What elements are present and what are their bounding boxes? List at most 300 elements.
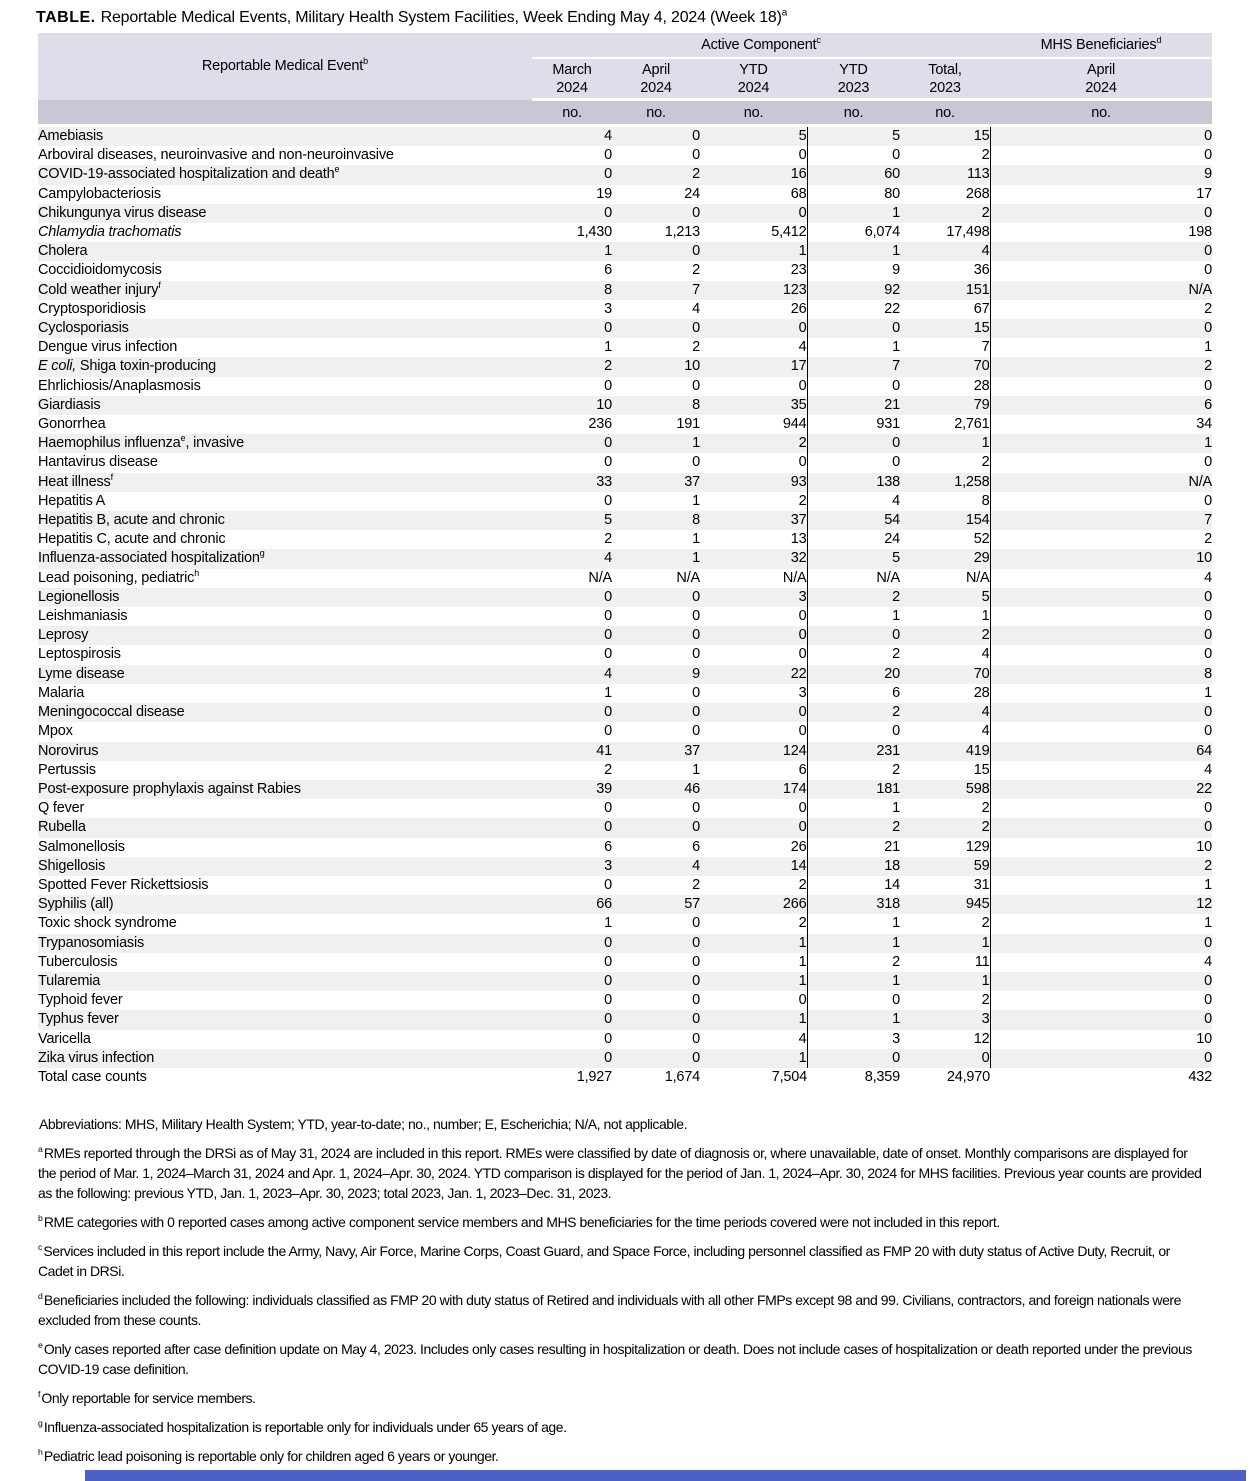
value-cell: 9 <box>612 665 700 684</box>
value-cell: 37 <box>700 511 807 530</box>
value-cell: 1 <box>990 434 1212 453</box>
value-cell: 92 <box>807 281 900 300</box>
row-header-cell <box>38 33 532 100</box>
value-cell: 0 <box>807 434 900 453</box>
value-cell: 0 <box>532 146 612 165</box>
group-mhs-beneficiaries-label: MHS Beneficiaries <box>1040 37 1157 53</box>
value-cell: 79 <box>900 396 990 415</box>
value-cell: N/A <box>532 569 612 588</box>
value-cell: 0 <box>612 914 700 933</box>
col-head-march-2024: March 2024 <box>532 58 612 100</box>
value-cell: 4 <box>700 1030 807 1049</box>
value-cell: N/A <box>807 569 900 588</box>
value-cell: 8 <box>612 396 700 415</box>
value-cell: 5,412 <box>700 223 807 242</box>
value-cell: 67 <box>900 300 990 319</box>
value-cell: 0 <box>700 818 807 837</box>
rme-name-cell: Leishmaniasis <box>38 607 532 626</box>
value-cell: 1 <box>700 242 807 261</box>
rme-row <box>38 473 1212 492</box>
value-cell: 14 <box>807 876 900 895</box>
table-title-label: TABLE. <box>36 9 96 26</box>
value-cell: 0 <box>612 453 700 472</box>
value-cell: N/A <box>700 569 807 588</box>
rme-row <box>38 665 1212 684</box>
value-cell: 2 <box>612 165 700 184</box>
value-cell: 15 <box>900 761 990 780</box>
value-cell: 1 <box>807 204 900 223</box>
rme-row <box>38 684 1212 703</box>
value-cell: 0 <box>532 818 612 837</box>
unit-row <box>38 100 1212 126</box>
table-title-footnote-sup: a <box>781 7 788 19</box>
rme-name-cell: E coli, Shiga toxin-producing <box>38 357 532 376</box>
group-active-component <box>532 33 990 58</box>
value-cell: 0 <box>990 934 1212 953</box>
value-cell: 2 <box>900 453 990 472</box>
rme-name-cell: Cholera <box>38 242 532 261</box>
value-cell: 1,213 <box>612 223 700 242</box>
value-cell: 31 <box>900 876 990 895</box>
value-cell: 0 <box>807 319 900 338</box>
value-cell: 0 <box>700 626 807 645</box>
value-cell: 0 <box>532 492 612 511</box>
value-cell: 66 <box>532 895 612 914</box>
value-cell: 15 <box>900 319 990 338</box>
value-cell: 2 <box>700 434 807 453</box>
value-cell: 2 <box>612 338 700 357</box>
value-cell: 1 <box>700 1010 807 1029</box>
unit-label: no. <box>900 100 990 126</box>
rme-row <box>38 281 1212 300</box>
rme-name-cell: Trypanosomiasis <box>38 934 532 953</box>
rme-name-cell: Lead poisoning, pediatric$^h$ <box>38 569 532 588</box>
value-cell: 0 <box>990 972 1212 991</box>
value-cell: 1 <box>532 684 612 703</box>
rme-row <box>38 895 1212 914</box>
group-header-row <box>38 33 1212 58</box>
value-cell: 0 <box>612 991 700 1010</box>
value-cell: 1 <box>990 876 1212 895</box>
value-cell: 124 <box>700 742 807 761</box>
unit-label: no. <box>532 100 612 126</box>
rme-row <box>38 261 1212 280</box>
value-cell: 1 <box>700 953 807 972</box>
value-cell: 0 <box>532 991 612 1010</box>
value-cell: 0 <box>612 934 700 953</box>
value-cell: 0 <box>700 722 807 741</box>
footnote-c: $^c$Services included in this report include the Army, Navy, Air Force, Marine Corps, Coast Guard, and Space Force, including personnel classified as FMP 20 with duty status of Active Duty, Recruit, or Cadet in DRSi. <box>38 1242 1170 1279</box>
value-cell: 0 <box>807 146 900 165</box>
value-cell: 0 <box>990 126 1212 147</box>
horizontal-scrollbar[interactable] <box>85 1470 1246 1481</box>
value-cell: 46 <box>612 780 700 799</box>
value-cell: 2 <box>700 876 807 895</box>
rme-name-cell: Q fever <box>38 799 532 818</box>
value-cell: 1 <box>807 1010 900 1029</box>
rme-row <box>38 511 1212 530</box>
value-cell: 0 <box>990 607 1212 626</box>
value-cell: 0 <box>990 626 1212 645</box>
value-cell: 0 <box>532 972 612 991</box>
value-cell: 0 <box>990 146 1212 165</box>
rme-name-cell: Heat illness$^f$ <box>38 473 532 492</box>
rme-row <box>38 1010 1212 1029</box>
value-cell: 1 <box>807 242 900 261</box>
value-cell: 944 <box>700 415 807 434</box>
value-cell: 0 <box>990 453 1212 472</box>
value-cell: 2 <box>807 588 900 607</box>
value-cell: 0 <box>700 703 807 722</box>
value-cell: 2 <box>700 492 807 511</box>
value-cell: 37 <box>612 742 700 761</box>
value-cell: 16 <box>700 165 807 184</box>
value-cell: 0 <box>700 204 807 223</box>
value-cell: 266 <box>700 895 807 914</box>
value-cell: 0 <box>807 453 900 472</box>
value-cell: 181 <box>807 780 900 799</box>
rme-row <box>38 857 1212 876</box>
value-cell: 2 <box>990 357 1212 376</box>
rme-name-cell: Shigellosis <box>38 857 532 876</box>
value-cell: 0 <box>990 377 1212 396</box>
col-head-ytd-2023: YTD 2023 <box>807 58 900 100</box>
value-cell: 0 <box>612 377 700 396</box>
rme-name-cell: Total case counts <box>38 1068 532 1087</box>
value-cell: 34 <box>990 415 1212 434</box>
value-cell: 113 <box>900 165 990 184</box>
value-cell: 0 <box>700 319 807 338</box>
value-cell: 4 <box>990 569 1212 588</box>
rme-row <box>38 569 1212 588</box>
unit-label: no. <box>700 100 807 126</box>
rme-name-cell: COVID-19-associated hospitalization and death$^e$ <box>38 165 532 184</box>
rme-row <box>38 607 1212 626</box>
value-cell: 0 <box>990 818 1212 837</box>
value-cell: 1 <box>900 934 990 953</box>
value-cell: 1 <box>700 1049 807 1068</box>
value-cell: 28 <box>900 377 990 396</box>
value-cell: 4 <box>612 857 700 876</box>
rme-row <box>38 415 1212 434</box>
value-cell: 1 <box>612 530 700 549</box>
rme-name-cell: Hepatitis A <box>38 492 532 511</box>
rme-name-cell: Hepatitis C, acute and chronic <box>38 530 532 549</box>
value-cell: 0 <box>990 242 1212 261</box>
value-cell: 0 <box>532 722 612 741</box>
value-cell: 0 <box>532 588 612 607</box>
rme-row <box>38 126 1212 147</box>
rme-row <box>38 799 1212 818</box>
value-cell: 1,258 <box>900 473 990 492</box>
value-cell: N/A <box>612 569 700 588</box>
footnote-h: $^h$Pediatric lead poisoning is reportable only for children aged 6 years or younger. <box>38 1447 499 1464</box>
value-cell: 41 <box>532 742 612 761</box>
value-cell: 1,674 <box>612 1068 700 1087</box>
rme-row <box>38 991 1212 1010</box>
rme-name-cell: Cold weather injury$^f$ <box>38 281 532 300</box>
value-cell: 2 <box>900 818 990 837</box>
rme-row <box>38 588 1212 607</box>
rme-row <box>38 818 1212 837</box>
value-cell: 0 <box>532 876 612 895</box>
group-mhs-beneficiaries <box>990 33 1212 58</box>
rme-name-cell: Giardiasis <box>38 396 532 415</box>
value-cell: 5 <box>807 126 900 147</box>
value-cell: 39 <box>532 780 612 799</box>
rme-name-cell: Chlamydia trachomatis <box>38 223 532 242</box>
rme-name-cell: Cyclosporiasis <box>38 319 532 338</box>
rme-name-cell: Pertussis <box>38 761 532 780</box>
rme-name-cell: Hepatitis B, acute and chronic <box>38 511 532 530</box>
value-cell: 64 <box>990 742 1212 761</box>
footnote-abbreviations: Abbreviations: MHS, Military Health System; YTD, year-to-date; no., number; E, Escherichia; N/A, not applicable. <box>39 1116 688 1132</box>
rme-row <box>38 838 1212 857</box>
value-cell: 0 <box>612 626 700 645</box>
value-cell: 3 <box>900 1010 990 1029</box>
value-cell: 6,074 <box>807 223 900 242</box>
value-cell: 70 <box>900 357 990 376</box>
value-cell: 8 <box>990 665 1212 684</box>
value-cell: 0 <box>990 991 1212 1010</box>
value-cell: 10 <box>990 1030 1212 1049</box>
value-cell: 1 <box>532 914 612 933</box>
rme-name-cell: Norovirus <box>38 742 532 761</box>
rme-name-cell: Typhus fever <box>38 1010 532 1029</box>
rme-row <box>38 223 1212 242</box>
value-cell: 0 <box>900 1049 990 1068</box>
value-cell: 2 <box>612 261 700 280</box>
value-cell: 4 <box>900 242 990 261</box>
value-cell: 1,927 <box>532 1068 612 1087</box>
value-cell: 191 <box>612 415 700 434</box>
value-cell: 0 <box>612 645 700 664</box>
value-cell: 432 <box>990 1068 1212 1087</box>
value-cell: 1 <box>807 799 900 818</box>
value-cell: 0 <box>700 799 807 818</box>
value-cell: 0 <box>612 588 700 607</box>
value-cell: 2 <box>900 991 990 1010</box>
footnote-f: $^f$Only reportable for service members. <box>38 1389 256 1406</box>
value-cell: 3 <box>532 300 612 319</box>
col-head-mhs-april-2024: April 2024 <box>990 58 1212 100</box>
value-cell: 0 <box>532 953 612 972</box>
value-cell: 29 <box>900 549 990 568</box>
rme-name-cell: Salmonellosis <box>38 838 532 857</box>
value-cell: 1 <box>612 492 700 511</box>
value-cell: 0 <box>612 1030 700 1049</box>
footnote-g: $^g$Influenza-associated hospitalization is reportable only for individuals under 65 years of age. <box>38 1418 567 1435</box>
rme-row <box>38 185 1212 204</box>
value-cell: 6 <box>612 838 700 857</box>
value-cell: 2 <box>807 703 900 722</box>
rme-name-cell: Typhoid fever <box>38 991 532 1010</box>
value-cell: 4 <box>700 338 807 357</box>
value-cell: 0 <box>990 1010 1212 1029</box>
value-cell: 0 <box>990 703 1212 722</box>
unit-row-spacer <box>38 100 532 126</box>
value-cell: 0 <box>532 319 612 338</box>
value-cell: N/A <box>900 569 990 588</box>
value-cell: 10 <box>532 396 612 415</box>
total-row <box>38 1068 1212 1087</box>
value-cell: 2 <box>807 818 900 837</box>
value-cell: 9 <box>807 261 900 280</box>
value-cell: 5 <box>900 588 990 607</box>
value-cell: 1,430 <box>532 223 612 242</box>
value-cell: 24 <box>612 185 700 204</box>
rme-name-cell: Tuberculosis <box>38 953 532 972</box>
rme-name-cell: Campylobacteriosis <box>38 185 532 204</box>
value-cell: 6 <box>807 684 900 703</box>
value-cell: 3 <box>532 857 612 876</box>
value-cell: 1 <box>807 972 900 991</box>
value-cell: 8 <box>900 492 990 511</box>
rme-name-cell: Cryptosporidiosis <box>38 300 532 319</box>
value-cell: 24,970 <box>900 1068 990 1087</box>
value-cell: 0 <box>700 991 807 1010</box>
value-cell: 0 <box>532 453 612 472</box>
footnote-d: $^d$Beneficiaries included the following: individuals classified as FMP 20 with duty status of Retired and individuals with all other FMPs except 98 and 99. Civilians, contractors, and foreign nationals were excluded from these counts. <box>38 1291 1181 1328</box>
rme-name-cell: Meningococcal disease <box>38 703 532 722</box>
rme-row <box>38 165 1212 184</box>
rme-name-cell: Toxic shock syndrome <box>38 914 532 933</box>
value-cell: 0 <box>532 165 612 184</box>
rme-row <box>38 876 1212 895</box>
value-cell: 5 <box>700 126 807 147</box>
rme-row <box>38 761 1212 780</box>
rme-name-cell: Leprosy <box>38 626 532 645</box>
value-cell: 0 <box>612 1010 700 1029</box>
rme-row <box>38 300 1212 319</box>
value-cell: 0 <box>807 722 900 741</box>
value-cell: 2 <box>532 357 612 376</box>
value-cell: 19 <box>532 185 612 204</box>
rme-row <box>38 722 1212 741</box>
rme-row <box>38 319 1212 338</box>
value-cell: 0 <box>532 1010 612 1029</box>
value-cell: 2 <box>807 645 900 664</box>
value-cell: 18 <box>807 857 900 876</box>
value-cell: 0 <box>532 1030 612 1049</box>
value-cell: 70 <box>900 665 990 684</box>
value-cell: 22 <box>990 780 1212 799</box>
value-cell: 0 <box>612 953 700 972</box>
value-cell: 5 <box>532 511 612 530</box>
value-cell: 8,359 <box>807 1068 900 1087</box>
value-cell: 6 <box>990 396 1212 415</box>
value-cell: 22 <box>700 665 807 684</box>
value-cell: 4 <box>532 665 612 684</box>
value-cell: 1 <box>807 607 900 626</box>
value-cell: 17 <box>700 357 807 376</box>
value-cell: 0 <box>532 377 612 396</box>
value-cell: 2 <box>900 914 990 933</box>
value-cell: 318 <box>807 895 900 914</box>
value-cell: 1 <box>990 338 1212 357</box>
value-cell: 4 <box>990 761 1212 780</box>
value-cell: 0 <box>700 377 807 396</box>
value-cell: 154 <box>900 511 990 530</box>
table-header <box>38 33 1212 126</box>
value-cell: 9 <box>990 165 1212 184</box>
rme-name-cell: Gonorrhea <box>38 415 532 434</box>
value-cell: 0 <box>612 684 700 703</box>
table-body <box>38 126 1212 1088</box>
value-cell: 2 <box>900 204 990 223</box>
value-cell: 4 <box>900 703 990 722</box>
value-cell: 138 <box>807 473 900 492</box>
value-cell: 17,498 <box>900 223 990 242</box>
value-cell: 151 <box>900 281 990 300</box>
rme-row <box>38 146 1212 165</box>
value-cell: 4 <box>532 126 612 147</box>
value-cell: 0 <box>807 1049 900 1068</box>
value-cell: 0 <box>807 991 900 1010</box>
value-cell: 0 <box>612 1049 700 1068</box>
value-cell: 2 <box>900 146 990 165</box>
value-cell: 174 <box>700 780 807 799</box>
value-cell: 3 <box>700 684 807 703</box>
value-cell: 2 <box>532 530 612 549</box>
value-cell: 4 <box>807 492 900 511</box>
value-cell: 0 <box>990 492 1212 511</box>
value-cell: 1 <box>900 607 990 626</box>
rme-name-cell: Ehrlichiosis/Anaplasmosis <box>38 377 532 396</box>
value-cell: 4 <box>612 300 700 319</box>
value-cell: 0 <box>807 377 900 396</box>
value-cell: 52 <box>900 530 990 549</box>
value-cell: 20 <box>807 665 900 684</box>
value-cell: 26 <box>700 300 807 319</box>
rme-row <box>38 645 1212 664</box>
rme-name-cell: Rubella <box>38 818 532 837</box>
value-cell: 68 <box>700 185 807 204</box>
value-cell: 28 <box>900 684 990 703</box>
value-cell: 1 <box>990 684 1212 703</box>
value-cell: 231 <box>807 742 900 761</box>
value-cell: 0 <box>990 799 1212 818</box>
unit-label: no. <box>807 100 900 126</box>
rme-name-cell: Zika virus infection <box>38 1049 532 1068</box>
row-header-label: Reportable Medical Event <box>201 58 364 75</box>
value-cell: 12 <box>900 1030 990 1049</box>
col-head-ytd-2024: YTD 2024 <box>700 58 807 100</box>
rme-name-cell: Leptospirosis <box>38 645 532 664</box>
value-cell: 1 <box>700 934 807 953</box>
value-cell: 1 <box>900 972 990 991</box>
rme-row <box>38 453 1212 472</box>
value-cell: 93 <box>700 473 807 492</box>
rme-row <box>38 242 1212 261</box>
rme-row <box>38 703 1212 722</box>
value-cell: 0 <box>807 626 900 645</box>
value-cell: 3 <box>807 1030 900 1049</box>
value-cell: 0 <box>990 722 1212 741</box>
value-cell: 13 <box>700 530 807 549</box>
value-cell: 21 <box>807 838 900 857</box>
value-cell: 0 <box>612 607 700 626</box>
footnote-a: $^a$RMEs reported through the DRSi as of May 31, 2024 are included in this report. RMEs were classified by date of diagnosis or, where unavailable, date of onset. Monthly comparisons are displayed for the period of Mar. 1, 2024–March 31, 2024 and Apr. 1, 2024–Apr. 30, 2024. YTD comparison is displayed for the period of Jan. 1, 2024–Apr. 30, 2024 for MHS facilities. Previous year counts are provided as the following: previous YTD, Jan. 1, 2023–Apr. 30, 2023; total 2023, Jan. 1, 2023–Dec. 31, 2023. <box>38 1144 1202 1201</box>
rme-row <box>38 357 1212 376</box>
value-cell: 0 <box>990 261 1212 280</box>
value-cell: 12 <box>990 895 1212 914</box>
value-cell: 6 <box>700 761 807 780</box>
value-cell: 0 <box>532 626 612 645</box>
value-cell: 3 <box>700 588 807 607</box>
rme-row <box>38 549 1212 568</box>
value-cell: 7 <box>807 357 900 376</box>
